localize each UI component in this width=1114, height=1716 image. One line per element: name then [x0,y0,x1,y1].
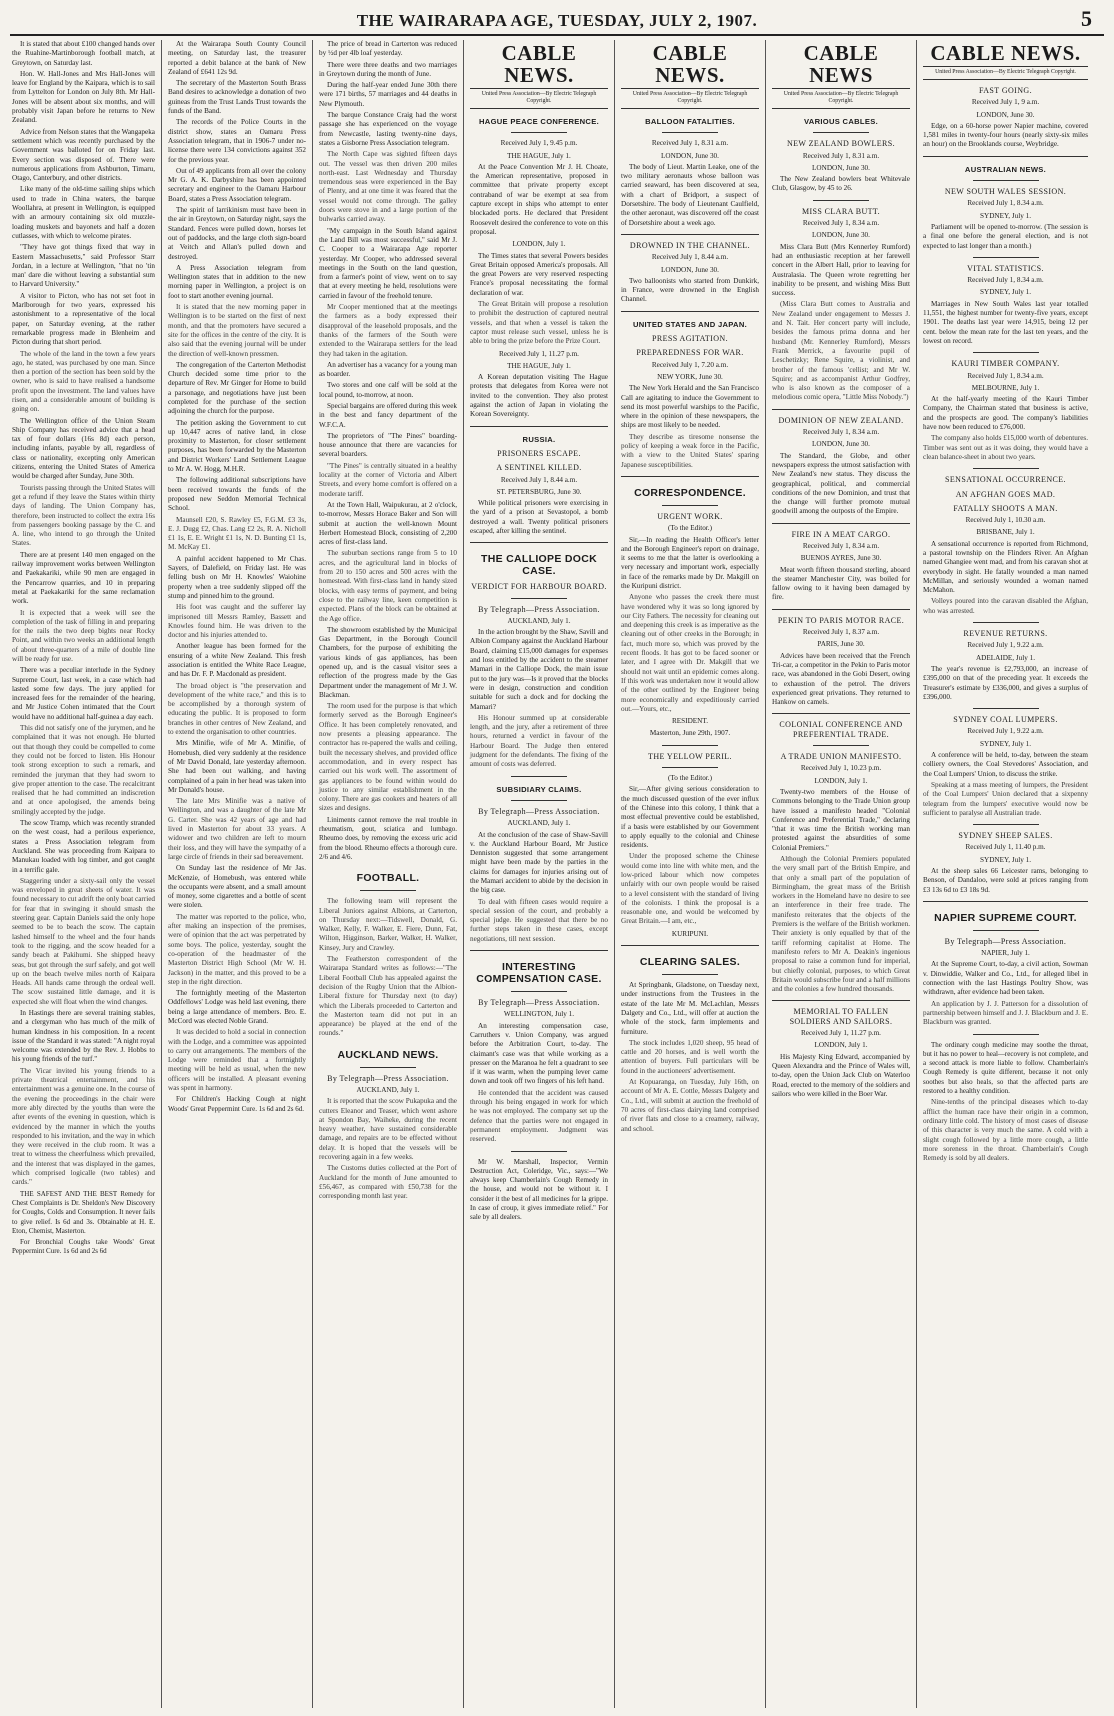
paragraph: Twenty-two members of the House of Commons belonging to the Trade Union group have issued a manifesto headed "Colonial Conference and Preferential Trade," declaring "that it was time the British working man protested against the absurdities of some Colonial Premiers." [772,787,910,852]
paragraph: An advertiser has a vacancy for a young man as boarder. [319,360,457,379]
column-3: The price of bread in Carterton was reduced by ½d per 4lb loaf yesterday. There were three deaths and two marriages in Greytown during the month of June. During the half-year ended June 30th there were 171 births, 57 marriages and 44 deaths in New Plymouth. The barque Constance Craig had the worst passage she has experienced on the voyage from Newcastle, lasting twenty-nine days, states a Gisborne Press Association telegram. The North Cape was sighted fifteen days out. The vessel was then driven 200 miles north-east. Last Wednesday and Thursday tremendous seas were experienced in the Bay of Plenty, and at one time it was feared that the vessel would not come through. The galley doors were stove in and a large portion of the bulwarks carried away. "My campaign in the South Island against the Land Bill was most successful," said Mr J. C. Cooper to a Wairarapa Age reporter yesterday. Mr Cooper, who addressed several meetings in the South on the land question, from a farmer's point of view, went on to say that at every meeting he held, resolutions were carried in favour of the freehold tenure. Mr Cooper mentioned that at the meetings the farmers as a body expressed their disapproval of the leasehold proposals, and the thanks of the farmers of the South were extended to the Wairarapa settlers for the lead they had taken in the agitation. An advertiser has a vacancy for a young man as boarder. Two stores and one calf will be sold at the local pound, to-morrow, at noon. Special bargains are offered during this week in the best and fancy department of the W.F.C.A. The proprietors of "The Pines" boarding-house announce that there are vacancies for several boarders. "The Pines" is centrally situated in a healthy locality at the corner of Victoria and Albert Streets, and every home comfort is offered on a moderate tariff. At the Town Hall, Waipukurau, at 2 o'clock, to-morrow, Messrs Horace Baker and Son will submit at auction the well-known Mount Herbert Homestead Block, consisting of 2,200 acres of first-class land. The suburban sections range from 5 to 10 acres, and the agricultural land in blocks of from 20 to 150 acres and 500 acres with the homestead. With first-class land in handy sized blocks, with easy terms of payment, and being close to the railway line, keen competition is expected. Plans of the block can be obtained at the Age office. The showroom established by the Municipal Gas Department, in the Borough Council Chambers, for the purpose of exhibiting the various kinds of gas appliances, has been opened up, and is the casual visitor sees a reflection of the progress made by the Gas Department under the management of Mr J. W. Blackman. The room used for the purpose is that which formerly served as the Borough Engineer's Office. It has been completely renovated, and now presents a pleasing appearance. The contractor has re-papered the walls and ceiling, built the necessary shelves, and provided office accommodation, and in every respect has carried out his work well. The assortment of gas appliances to be found within would do justice to any similar establishment in the colony. There are gas cookers and heaters of all sizes and designs. Liniments cannot remove the real trouble in rheumatism, gout, sciatica and lumbago. Rheumo does, by removing the excess uric acid from the blood. Rheumo effects a thorough cure. 2/6 and 4/6. FOOTBALL. The following team will represent the Liberal Juniors against Albions, at Carterton, on Thursday next:—Tidswell, Donald, G. Walker, Kelly, F. Walker, E. Fiere, Dunn, Fat, Wilton, Higginson, Barker, Walker, H. Walker, Kinsey, Jury and Crawley. The Featherston correspondent of the Wairarapa Standard writes as follows:—"The Liberal Football Club has appealed against the decision of the Rugby Union that the Albion-Liberal fixture for Thursday next (to day) which the Liberals proceeded to Carterton and the Masterton team did not put in an appearance) be played at the end of the rounds." AUCKLAND NEWS. By Telegraph—Press Association. AUCKLAND, July 1. It is reported that the scow Pukapuka and the cutters Eleanor and Teaser, which went ashore at Spondon Bay, Waiheke, during the recent heavy weather, have sustained considerable damage, and repairs are to be effected without delay. It is hoped that the vessels will be recovering again in a few weeks. The Customs duties collected at the Port of Auckland for the month of June amounted to £56,467, as compared with £50,738 for the corresponding month last year. [312,40,463,1708]
paragraph: The proprietors of "The Pines" boarding-house announce that there are vacancies for several boarders. [319,431,457,459]
section-heading: INTERESTING COMPENSATION CASE. [476,961,602,986]
advertisement: THE SAFEST AND THE BEST Remedy for Chest Complaints is Dr. Sheldon's New Discovery for Coughs, Colds and Consumption. It never fails to give relief. Is 6d and 3s. Obtainable at H. E. Eton, Chemist, Masterton. [12,1189,155,1235]
paragraph: At the Town Hall, Waipukurau, at 2 o'clock, to-morrow, Messrs Horace Baker and Son will submit at auction the well-known Mount Herbert Homestead Block, consisting of 2,200 acres of first-class land. [319,500,457,547]
paragraph: The following additional subscriptions have been received towards the funds of the proposed new Seddon Memorial Technical School. [168,476,306,513]
paragraph: At the Wairarapa South County Council meeting, on Saturday last, the treasurer reported a debit balance at the bank of New Zealand of £641 12s 9d. [168,40,306,76]
paragraph: "They have got things fixed that way in Eastern Massachusetts," said Professor Starr Jordan, in a lecture at Wellington, "that no 'tin man' dare die without leaving a substantial sum to Harvard University." [12,243,155,289]
section-heading: HAGUE PEACE CONFERENCE. [479,117,599,126]
cable-subheading: United Press Association—By Electric Telegraph Copyright. [923,69,1088,80]
column-1: It is stated that about £100 changed hands over the Ruahine-Martinborough football match, at Greytown, on Saturday last. Hon. W. Hall-Jones and Mrs Hall-Jones will leave for England by the Kaipara, which is to sail from Lyttelton for London on July 8th. Mr Hall-Jones will be absent about six months, and will probably visit Japan before he returns to New Zealand. Advice from Nelson states that the Wangapeka settlement which was recently purchased by the Government was balloted for on Friday last. Every section was disposed of. There were numerous applications from Ashburton, Timaru, Otago, Canterbury, and other districts. Like many of the old-time sailing ships which used to trade in China waters, the barque Woollahra, at present in Wellington, is equipped with an armoury containing six old muzzle-loading muskets and bayonets and half a dozen cutlasses, with which to welcome pirates. "They have got things fixed that way in Eastern Massachusetts," said Professor Starr Jordan, in a lecture at Wellington, "that no 'tin man' dare die without leaving a substantial sum to Harvard University." A visitor to Picton, who has not set foot in Marlborough for two years, expressed his astonishment to a representative of the local paper, on Saturday evening, at the rather remarkable progress made in Blenheim and Picton during that short period. The whole of the land in the town a few years ago, he stated, was purchased by one man. Since then a portion of the section has been sold by the owner, who is said to have realised a handsome profit upon the investment. The land values have risen, and a considerable amount of building is going on. The Wellington office of the Union Steam Ship Company has received advice that a head tax of four dollars (16s 8d) each person, including infants, payable by all, regardless of class or nationality, excepting only American citizens, entering the United States of America would be charged after Sunday, June 30th. Tourists passing through the United States will get a refund if they leave the States within thirty days of landing. The Union Company has, therefore, been instructed to collect the extra 16s from passengers booking passage by the C. and A. line, who intend to go through the United States. There are at present 140 men engaged on the railway improvement works between Wellington and Paekakariki, while 90 men are engaged in the Pencarrow quarries, and 10 in preparing metal at Paekakariki for the same reclamation work. It is expected that a week will see the completion of the task of filling in and preparing for the rails the two deep bights near Rocky Point, and within two weeks an additional length of about three-quarters of a mile of double line will be ready for use. There was a peculiar interlude in the Sydney Supreme Court, last week, in a case which had lasted some few days. The jury applied for increased fees for the remainder of the hearing, and Mr Justice Cohen intimated that the Court would have no additional half-guinea a day each. This did not satisfy one of the jurymen, and he complained that it was not enough. He blurted out that though they could be compelled to come they could not be forced to listen. His Honour took strong exception to such a remark, and reminded the juryman that they had sworn to give proper attention to the case. The recalcitrant realised that he had committed an indiscretion and at once apologised, the amends being smilingly accepted by the judge. The scow Tramp, which was recently stranded on the west coast, had a perilous experience, states a Press Association telegram from Auckland. She was proceeding from Kaipara to Manukau loaded with log timber, and got caught in a terrific gale. Staggering under a sixty-sail only the vessel was enveloped in great sheets of water. It was found necessary to cut adrift the only boat carried for fear that in swinging it should smash the steering gear. Captain Daniels said the only hope seemed to be to beach the scow. The captain lashed himself to the wheel and the four hands took to the rigging, and the scow headed for a sandy beach at Pakihumi. She shipped heavy seas, but got through the surf safely, and got well up on the beach twelve miles north of Kaipara Heads. All hands came through the ordeal well. The scow sustained little damage, and it is expected she will float when the wind changes. In Hastings there are several training stables, and a clergyman who has much of the milk of human kindness in his composition. In a recent issue of the Standard it was stated: "A night royal welcome was extended by the Rev. J. Hobbs to his young friends of the turf." The Vicar invited his young friends to a private theatrical entertainment, and his entertainment was a genuine one. In the course of the evening the proceedings in the chair were more ably directed by the youths than were the after events of the evening in question, which is evidenced by the manner in which the youths responded to his invitation, and the way in which they were received in the club room. It was a treat to witness the cheerfulness which prevailed, and the interest that was displayed in the games, which comprised logicalle (two tables) and cards." THE SAFEST AND THE BEST Remedy for Chest Complaints is Dr. Sheldon's New Discovery for Coughs, Colds and Consumption. It never fails to give relief. Is 6d and 3s. Obtainable at H. E. Eton, Chemist, Masterton. For Bronchial Coughs take Woods' Great Peppermint Cure. 1s 6d and 2s 6d [12,40,155,1256]
masthead-title: THE WAIRARAPA AGE, TUESDAY, JULY 2, 1907. [356,11,758,30]
paragraph: Parliament will be opened to-morrow. (The session is a final one before the general election, and is not expected to last longer than a month.) [923,222,1088,250]
paragraph: The Standard, the Globe, and other newspapers express the utmost satisfaction with New Zealand's new status. They discuss the geographical, political, and commercial conditions of the new Dominion, and trust that the change will further promote mutual goodwill among the outposts of the Empire. [772,451,910,516]
cable-subheading: United Press Association—By Electric Telegraph Copyright. [772,91,910,109]
paragraph: At the half-yearly meeting of the Kauri Timber Company, the Chairman stated that business is active, and the prospects are good. The company's liabilities have now been reduced to £76,000. [923,395,1088,432]
paragraph: Two stores and one calf will be sold at the local pound, to-morrow, at noon. [319,381,457,399]
column-4: CABLE NEWS. United Press Association—By Electric Telegraph Copyright. HAGUE PEACE CONFERENCE. Received July 1, 9.45 p.m. THE HAGUE, July 1. At the Peace Convention Mr J. H. Choate, the American representative, proposed in committee that private property except contraband of war be exempt at sea from capture except in ships who attempt to enter blockaded ports. He declared that President Roosevelt desired the conference to vote on this proposal. LONDON, July 1. The Times states that several Powers besides Great Britain opposed America's proposals. All the great Powers are very reserved respecting France's proposal necessitating the formal declaration of war. The Great Britain will propose a resolution to prohibit the destruction of captured neutral vessels, and that when a vessel is taken the captor must release such vessel, unless he is able to bring the prize before the Prize Court. Received July 1, 11.27 p.m. THE HAGUE, July 1. A Korean deputation visiting The Hague protests that delegates from Korea were not invited to the convention. They also protest against the action of Japan in violating the Korean Sovereignty. RUSSIA. PRISONERS ESCAPE. A SENTINEL KILLED. Received July 1, 8.44 a.m. ST. PETERSBURG, June 30. While political prisoners were exercising in the yard of a prison at Sevastopol, a bomb destroyed a wall. Twenty political prisoners escaped, after killing the sentinel. THE CALLIOPE DOCK CASE. VERDICT FOR HARBOUR BOARD. By Telegraph—Press Association. AUCKLAND, July 1. In the action brought by the Shaw, Savill and Albion Company against the Auckland Harbour Board, claiming £15,000 damages for expenses and loss entitled by the accident to the steamer Mamari in the Calliope Dock, the main issue put to the jury was—Is it proved that the blocks were in design, construction and condition suitable for such a dock and for docking the Mamari? His Honour summed up at considerable length, and the jury, after a retirement of three hours, returned a verdict in favour of the Harbour Board. The Judge then entered judgment for the defendants. The fixing of the amount of costs was deferred. SUBSIDIARY CLAIMS. By Telegraph—Press Association. AUCKLAND, July 1. At the conclusion of the case of Shaw-Savill v. the Auckland Harbour Board, Mr Justice Denniston suggested that some arrangement might have been made by the parties in the claims for damages for injuries arising out of the Mamari accident to abide by the decision in the big case. To deal with fifteen cases would require a special session of the court, and probably a special judge. He suggested that there be no further steps taken in these cases, except negotiations, till next session. INTERESTING COMPENSATION CASE. By Telegraph—Press Association. WELLINGTON, July 1. An interesting compensation case, Carruthers v. Union Company, was argued before the Arbitration Court, to-day. The claimant's case was that while working as a presser on the Maranoa he felt a quadrant to see if it was warm, when the pumping lever came down and took off two fingers of his left hand. He contended that the accident was caused through his being engaged in work for which he was not employed. The company set up the defence that the parties were not engaged in permanent employment. Judgment was reserved. Mr W. Marshall, Inspector, Vermin Destruction Act, Coleridge, Vic., says:—"We always keep Chamberlain's Cough Remedy in the house, and would not be without it. I consider it the best of all medicines for la grippe. In case of croup, it gives immediate relief." For sale by all dealers. [463,40,614,1708]
paragraph: A painful accident happened to Mr Chas. Sayers, of Dalefield, on Friday last. He was felling bush on Mr H. Knowles' Waiohine property when a tree suddenly slipped off the stump and pinned him to the ground. [168,554,306,600]
advertisement: For Children's Hacking Cough at night Woods' Great Peppermint Cure. 1s 6d and 2s 6d. [168,1095,306,1113]
paragraph: Another league has been formed for the ensuring of a white New Zealand. This fresh association is entitled the White Race League, and has Dr. F. P. Macdonald as president. [168,642,306,679]
cable-news-heading: CABLE NEWS. [621,40,759,89]
paragraph: At Springbank, Gladstone, on Tuesday next, under instructions from the Trustees in the estate of the late Mr M. McLachlan, Messrs Dalgety and Co., Ltd., will offer at auction the whole of the stock, farm implements and furniture. [621,981,759,1036]
section-heading: PEKIN TO PARIS MOTOR RACE. [777,615,905,625]
paragraph: The Wellington office of the Union Steam Ship Company has received advice that a head tax of four dollars (16s 8d) each person, including infants, payable by all, regardless of class or nationality, excepting only American citizens, entering the United States of America would be charged after Sunday, June 30th. [12,416,155,481]
paragraph: During the half-year ended June 30th there were 171 births, 57 marriages and 44 deaths in New Plymouth. [319,81,457,108]
paragraph: The scow Tramp, which was recently stranded on the west coast, had a perilous experience, states a Press Association telegram from Auckland. She was proceeding from Kaipara to Manukau loaded with log timber, and got caught in a terrific gale. [12,819,155,874]
paragraph: Marriages in New South Wales last year totalled 11,551, the highest number for twenty-five years, except 1901. The deaths last year were 14,915, being 12 per cent. below the mean rate for the last ten years, and the lowest on record. [923,299,1088,345]
paragraph: There are at present 140 men engaged on the railway improvement works between Wellington and Paekakariki, while 90 men are engaged in the Pencarrow quarries, and 10 in preparing metal at Paekakariki for the same reclamation work. [12,550,155,606]
paragraph: An interesting compensation case, Carruthers v. Union Company, was argued before the Arbitration Court, to-day. The claimant's case was that while working as a presser on the Maranoa he felt a quadrant to see if it was warm, when the pumping lever came down and took off two fingers of his left hand. [470,1021,608,1086]
cable-news-heading: CABLE NEWS. [470,40,608,89]
cable-news-heading: CABLE NEWS [772,40,910,89]
column-6: CABLE NEWS United Press Association—By Electric Telegraph Copyright. VARIOUS CABLES. NEW ZEALAND BOWLERS. Received July 1, 8.31 a.m. LONDON, June 30. The New Zealand bowlers beat Whitevale Club, Glasgow, by 45 to 26. MISS CLARA BUTT. Received July 1, 8.34 a.m. LONDON, June 30. Miss Clara Butt (Mrs Kennerley Rumford) had an enthusiastic reception at her farewell concert in the Albert Hall, prior to leaving for Australasia. The Queen wrote regretting her inability to be present, and wishing Miss Butt success. (Miss Clara Butt comes to Australia and New Zealand under engagement to Messrs J. and N. Tait. Her concert party will include, besides the famous prima donna and her husband (Mr. Kennerley Rumford), Messrs Frank Merrick, a favourite pupil of Leschetizky; Rene Squire, a violinist, and brother of the famous 'cellist; and Mr W. Squire; and as accompanist Arthur Godfrey, who is also known as the composer of a melodious comic opera, "Little Miss Nobody.") DOMINION OF NEW ZEALAND. Received July 1, 8.34 a.m. LONDON, June 30. The Standard, the Globe, and other newspapers express the utmost satisfaction with New Zealand's new status. They discuss the geographical, political, and commercial conditions of the new Dominion, and trust that the change will further promote mutual goodwill among the outposts of the Empire. FIRE IN A MEAT CARGO. Received July 1, 8.34 a.m. BUENOS AYRES, June 30. Meat worth fifteen thousand sterling, aboard the steamer Manchester City, was boiled for fallow owing to it having been damaged by fire. PEKIN TO PARIS MOTOR RACE. Received July 1, 8.37 a.m. PARIS, June 30. Advices have been received that the French Tri-car, a competitor in the Pekin to Paris motor race, was abandoned in the Gobi Desert, owing to exhaustion of the petrol. The drivers experienced great privations. They returned to Hankow on camels. COLONIAL CONFERENCE AND PREFERENTIAL TRADE. A TRADE UNION MANIFESTO. Received July 1, 10.23 p.m. LONDON, July 1. Twenty-two members of the House of Commons belonging to the Trade Union group have issued a manifesto headed "Colonial Conference and Preferential Trade," declaring "that it was time the British working man protested against the absurdities of some Colonial Premiers." Although the Colonial Premiers populated the very small part of the British Empire, and that only a small part of the population of Birmingham, the great mass of the British workers in the Homeland have no desire to see an interference in their free trade. The manifesto reiterates that the objects of the Premiers is the welfare of the British workmen. Their anxiety is only equalled by that of the tariff reforming capitalist at Home. The manifesto refers to Mr A. Deakin's ingenious proposal to raise a common fund for imperial, but chiefly colonial, purposes, to which Great Britain would subscribe four and a half millions and the colonies a few hundred thousands. MEMORIAL TO FALLEN SOLDIERS AND SAILORS. Received July 1, 11.27 p.m. LONDON, July 1. His Majesty King Edward, accompanied by Queen Alexandra and the Prince of Wales will, to-day, open the Union Jack Club on Waterloo Road, erected to the memory of the soldiers and sailors who were killed in the Boer War. [765,40,916,1708]
section-heading: BALLOON FATALITIES. [645,117,735,126]
paragraph: His Majesty King Edward, accompanied by Queen Alexandra and the Prince of Wales will, to-day, open the Union Jack Club on Waterloo Road, erected to the memory of the soldiers and sailors who were killed in the Boer War. [772,1052,910,1098]
columns [10,40,1104,1708]
section-heading: MISS CLARA BUTT. [801,206,881,216]
paragraph: At the conclusion of the case of Shaw-Savill v. the Auckland Harbour Board, Mr Justice Denniston suggested that some arrangement might have been made by the parties in the claims for damages for injuries arising out of the Mamari accident to abide by the decision in the big case. [470,830,608,895]
section-heading: AUSTRALIAN NEWS. [964,164,1047,174]
section-heading: AUCKLAND NEWS. [337,1048,439,1061]
paragraph: Advice from Nelson states that the Wangapeka settlement which was recently purchased by the Government was balloted for on Friday last. Every section was disposed of. There were numerous applications from Ashburton, Timaru, Otago, Canterbury, and other districts. [12,127,155,183]
paragraph: Sir,—After giving serious consideration to the much discussed question of the ever influx of the Chinese into this colony, I think that a most effectual preventive could be established, if a basis were established by our Government to apply equally to the colonial and Chinese residents. [621,785,759,850]
cable-news-heading: CABLE NEWS. [923,40,1088,67]
paragraph: Out of 49 applicants from all over the colony Mr G. A. K. Darbyshire has been appointed secretary and engineer to the Oamaru Harbour Board, states a Press Association telegram. [168,166,306,203]
paragraph: Like many of the old-time sailing ships which used to trade in China waters, the barque Woollahra, at present in Wellington, is equipped with an armoury containing six old muzzle-loading muskets and bayonets and half a dozen cutlasses, with which to welcome pirates. [12,185,155,240]
paragraph: There was a peculiar interlude in the Sydney Supreme Court, last week, in a case which had lasted some few days. The jury applied for increased fees for the remainder of the hearing, and Mr Justice Cohen intimated that the Court would have no additional half-guinea a day each. [12,666,155,721]
paragraph: The petition asking the Government to cut up 10,447 acres of native land, in close proximity to Masterton, for closer settlement purposes, has been forwarded by the Masterton and District Workers' Land Settlement League to Mr A. W. Hogg, M.H.R. [168,418,306,474]
paragraph: The secretary of the Masterton South Brass Band desires to acknowledge a donation of two guineas from the Trust Lands Trust towards the funds of the Band. [168,79,306,116]
paragraph: The records of the Police Courts in the district show, states an Oamaru Press Association telegram, that in 1906-7 under no-license there were 134 convictions against 352 for the previous year. [168,118,306,164]
paragraph: Sir,—In reading the Health Officer's letter and the Borough Engineer's report on drainage, it seems to me that the latter is overlooking a very necessary and important work, especially in face of the remarks made by Dr. Makgill on the Kuripuni district. [621,535,759,590]
section-heading: FAST GOING. [979,86,1032,95]
paragraph: Edge, on a 60-horse power Napier machine, covered 1,581 miles in twenty-four hours (nearly sixty-six miles an hour) on the Brooklands course, Weybridge. [923,121,1088,149]
paragraph: Mrs Minifie, wife of Mr A. Minifie, of Homebush, died very suddenly at the residence of Mr David Donald, late yesterday afternoon. She had been out walking, and having complained of a pain in her head was taken into Mr Donald's house. [168,739,306,794]
section-heading: MEMORIAL TO FALLEN SOLDIERS AND SAILORS. [789,1007,893,1026]
paragraph: While political prisoners were exercising in the yard of a prison at Sevastopol, a bomb destroyed a wall. Twenty political prisoners escaped, after killing the sentinel. [470,499,608,535]
paragraph: Advices have been received that the French Tri-car, a competitor in the Pekin to Paris motor race, was abandoned in the Gobi Desert, owing to exhaustion of the petrol. The drivers experienced great privations. They returned to Hankow on camels. [772,651,910,707]
advertisement: Liniments cannot remove the real trouble in rheumatism, gout, sciatica and lumbago. Rheumo does, by removing the excess uric acid from the blood. Rheumo effects a thorough cure. 2/6 and 4/6. [319,815,457,861]
page-number: 5 [1081,6,1092,31]
paragraph: In the action brought by the Shaw, Savill and Albion Company against the Auckland Harbour Board, claiming £15,000 damages for expenses and loss entitled by the accident to the steamer Mamari in the Calliope Dock, the main issue put to the jury was—Is it proved that the blocks were in design, construction and condition suitable for such a dock and for docking the Mamari? [470,628,608,711]
paragraph: A sensational occurrence is reported from Richmond, a pastoral township on the Flinders River. An Afghan named Ghangiee went mad, and from his caravan shot at everybody in sight. He fatally wounded a man named McMillan, and seriously wounded a woman named McMahon. [923,539,1088,595]
section-heading: SUBSIDIARY CLAIMS. [496,784,582,794]
section-heading: NAPIER SUPREME COURT. [934,911,1077,924]
paragraph: On Sunday last the residence of Mr Jas. McKenzie, of Homebush, was entered while the occupants were absent, and a small amount of money, some cigarettes and a bottle of scent were stolen. [168,864,306,910]
paragraph: Miss Clara Butt (Mrs Kennerley Rumford) had an enthusiastic reception at her farewell concert in the Albert Hall, prior to leaving for Australasia. The Queen wrote regretting her inability to be present, and wishing Miss Butt success. [772,242,910,298]
paragraph: Two balloonists who started from Dunkirk, in France, were drowned in the English Channel. [621,276,759,304]
column-5: CABLE NEWS. United Press Association—By Electric Telegraph Copyright. BALLOON FATALITIES. Received July 1, 8.31 a.m. LONDON, June 30. The body of Lieut. Martin Leake, one of the two military aeronauts whose balloon was carried seaward, has been discovered at sea, with a chart of Bridport, a suspect of Dorsetshire. The body of Lieutenant Caulfield, the other aeronaut, was discovered off the coast of Dorsetshire about a week ago. DROWNED IN THE CHANNEL. Received July 1, 8.44 a.m. LONDON, June 30. Two balloonists who started from Dunkirk, in France, were drowned in the English Channel. UNITED STATES AND JAPAN. PRESS AGITATION. PREPAREDNESS FOR WAR. Received July 1, 7.20 a.m. NEW YORK, June 30. The New York Herald and the San Francisco Call are agitating to induce the Government to send its most powerful warships to the Pacific, where in the opinion of these newspapers, the ships are most likely to be needed. They describe as tiresome nonsense the policy of keeping a weak force in the Pacific, with a view to the United States' sparing Japanese susceptibilities. CORRESPONDENCE. URGENT WORK. (To the Editor.) Sir,—In reading the Health Officer's letter and the Borough Engineer's report on drainage, it seems to me that the latter is overlooking a very necessary and important work, especially in face of the remarks made by Dr. Makgill on the Kuripuni district. Anyone who passes the creek there must have wondered why it was so long ignored by our City Fathers. The necessity for cleaning out and deepening this creek is as imperative as the cleaning out of other creeks in the Borough; in fact, much more so, which was proved by the recent floods. It has got to be faced sooner or later, and I agree with Dr. Makgill that we should not wait until an epidemic comes along. If this work was undertaken now it would allow of the other outlined by the Engineer being more economically and expeditiously carried out.—Yours, etc., RESIDENT. Masterton, June 29th, 1907. THE YELLOW PERIL. (To the Editor.) Sir,—After giving serious consideration to the much discussed question of the ever influx of the Chinese into this colony, I think that a most effectual preventive could be established, if a basis were established by our Government to apply equally to the colonial and Chinese residents. Under the proposed scheme the Chinese would come into line with white men, and the low-priced labour which now competes unfairly with our own people would be raised to a level consistent with the standard of living of the colonists. I think the proposal is a reasonable one, and would be welcomed by Great Britain.—I am, etc., KURIPUNI. CLEARING SALES. At Springbank, Gladstone, on Tuesday next, under instructions from the Trustees in the estate of the late Mr M. McLachlan, Messrs Dalgety and Co., Ltd., will offer at auction the whole of the stock, farm implements and furniture. The stock includes 1,020 sheep, 95 head of cattle and 20 horses, and is well worth the attention of buyers. Full particulars will be found in the auctioneers' advertisement. At Kopuaranga, on Tuesday, July 16th, on account of Mr A. E. Cottle, Messrs Dalgety and Co., Ltd., will submit at auction the freehold of 70 acres of first-class dairying land comprised of river flats and close to a creamery, railway, and school. [614,40,765,1708]
paragraph: A conference will be held, to-day, between the steam colliery owners, the Coal Stevedores' Association, and the Coal Lumpers' Union, to discuss the strike. [923,751,1088,778]
section-heading: SYDNEY SHEEP SALES. [958,831,1053,841]
cable-subheading: United Press Association—By Electric Telegraph Copyright. [621,91,759,109]
paragraph: Special bargains are offered during this week in the best and fancy department of the W.F.C.A. [319,401,457,429]
paragraph: At the sheep sales 66 Leicester rams, belonging to Benson, of Dandaloo, were sold at prices ranging from £3 13s 6d to £3 18s 9d. [923,867,1088,894]
section-heading: DOMINION OF NEW ZEALAND. [778,415,904,425]
paragraph: There were three deaths and two marriages in Greytown during the month of June. [319,60,457,78]
paragraph: "My campaign in the South Island against the Land Bill was most successful," said Mr J. C. Cooper to a Wairarapa Age reporter yesterday. Mr Cooper, who addressed several meetings in the South on the land question, from a farmer's point of view, went on to say that at every meeting he held, resolutions were carried in favour of the freehold tenure. [319,226,457,300]
paragraph: The New York Herald and the San Francisco Call are agitating to induce the Government to send its most powerful warships to the Pacific, where in the opinion of these newspapers, the ships are most likely to be needed. [621,384,759,430]
section-heading: VARIOUS CABLES. [804,117,878,126]
section-heading: REVENUE RETURNS. [963,629,1048,639]
paragraph: In Hastings there are several training stables, and a clergyman who has much of the milk of human kindness in his composition. In a recent issue of the Standard it was stated: "A night royal welcome was extended by the Rev. J. Hobbs to his young friends of the turf." [12,1008,155,1064]
paragraph: The spirit of larrikinism must have been in the air in Greytown, on Saturday night, says the Standard. Fences were pulled down, horses let out of paddocks, and the large cloth sign-board at Veitch and Allan's pulled down and destroyed. [168,206,306,261]
column-7: CABLE NEWS. United Press Association—By Electric Telegraph Copyright. FAST GOING. Received July 1, 9 a.m. LONDON, June 30. Edge, on a 60-horse power Napier machine, covered 1,581 miles in twenty-four hours (nearly sixty-six miles an hour) on the Brooklands course, Weybridge. AUSTRALIAN NEWS. NEW SOUTH WALES SESSION. Received July 1, 8.34 a.m. SYDNEY, July 1. Parliament will be opened to-morrow. (The session is a final one before the general election, and is not expected to last longer than a month.) VITAL STATISTICS. Received July 1, 8.34 a.m. SYDNEY, July 1. Marriages in New South Wales last year totalled 11,551, the highest number for twenty-five years, except 1901. The deaths last year were 14,915, being 12 per cent. below the mean rate for the last ten years, and the lowest on record. KAURI TIMBER COMPANY. Received July 1, 8.34 a.m. MELBOURNE, July 1. At the half-yearly meeting of the Kauri Timber Company, the Chairman stated that business is active, and the prospects are good. The company's liabilities have now been reduced to £76,000. The company also holds £15,000 worth of debentures. Timber was sent out as it was doing, they would have a clean balance-sheet in about two years. SENSATIONAL OCCURRENCE. AN AFGHAN GOES MAD. FATALLY SHOOTS A MAN. Received July 1, 10.30 a.m. BRISBANE, July 1. A sensational occurrence is reported from Richmond, a pastoral township on the Flinders River. An Afghan named Ghangiee went mad, and from his caravan shot at everybody in sight. He fatally wounded a man named McMillan, and seriously wounded a woman named McMahon. Volleys poured into the caravan disabled the Afghan, who was arrested. REVENUE RETURNS. Received July 1, 9.22 a.m. ADELAIDE, July 1. The year's revenue is £2,793,000, an increase of £395,000 on that of the preceding year. It exceeds the Treasurer's estimate by £336,000, and gives a surplus of £396,000. SYDNEY COAL LUMPERS. Received July 1, 9.22 a.m. SYDNEY, July 1. A conference will be held, to-day, between the steam colliery owners, the Coal Stevedores' Association, and the Coal Lumpers' Union, to discuss the strike. Speaking at a mass meeting of lumpers, the President of the Coal Lumpers' Union declared that a sixpenny telegram from the lumpers' executive would now be sufficient to paralyse all Australian trade. SYDNEY SHEEP SALES. Received July 1, 11.40 p.m. SYDNEY, July 1. At the sheep sales 66 Leicester rams, belonging to Benson, of Dandaloo, were sold at prices ranging from £3 13s 6d to £3 18s 9d. NAPIER SUPREME COURT. By Telegraph—Press Association. NAPIER, July 1. At the Supreme Court, to-day, a civil action, Sowman v. Dinwiddie, Walker and Co., Ltd., for alleged libel in connection with the last Hastings Poultry Show, was withdrawn, after evidence had been taken. An application by J. J. Patterson for a dissolution of partnership between himself and J. J. Blackburn and J. E. Blackburn was granted. The ordinary cough medicine may soothe the throat, but it has no power to heal—recovery is not complete, and a second attack is more liable to follow. Chamberlain's Cough Remedy is quite different, because it not only soothes but also heals, so that the affected parts are restored to a healthy condition. Nine-tenths of the principal diseases which to-day afflict the human race have their origin in a common, ordinary little cold. The history of most cases of disease of this character is very much the same. A cold with a slight cough followed by a little more cough, a little more soreness in the throat. Chamberlain's Cough Remedy is sold by all dealers. [916,40,1094,1708]
paragraph: The barque Constance Craig had the worst passage she has experienced on the voyage from Newcastle, lasting twenty-nine days, states a Gisborne Press Association telegram. [319,111,457,147]
section-heading: FIRE IN A MEAT CARGO. [791,529,891,539]
section-heading: UNITED STATES AND JAPAN. [632,319,748,329]
paragraph: The fortnightly meeting of the Masterton Oddfellows' Lodge was held last evening, there being a large attendance of members. Bro. E. McCord was elected Noble Grand. [168,989,306,1025]
section-heading: CORRESPONDENCE. [634,486,746,499]
section-heading: FOOTBALL. [356,872,420,885]
section-heading: VITAL STATISTICS. [967,263,1044,273]
section-heading: SENSATIONAL OCCURRENCE. [945,475,1066,485]
paragraph: A visitor to Picton, who has not set foot in Marlborough for two years, expressed his astonishment to a representative of the local paper, on Saturday evening, at the rather remarkable progress made in Blenheim and Picton during that short period. [12,291,155,347]
paragraph: The body of Lieut. Martin Leake, one of the two military aeronauts whose balloon was carried seaward, has been discovered at sea, with a chart of Bridport, a suspect of Dorsetshire. The body of Lieutenant Caulfield, the other aeronaut, was discovered off the coast of Dorsetshire about a week ago. [621,162,759,227]
section-heading: DROWNED IN THE CHANNEL. [629,240,751,250]
paragraph: The New Zealand bowlers beat Whitevale Club, Glasgow, by 45 to 26. [772,175,910,193]
paragraph: Hon. W. Hall-Jones and Mrs Hall-Jones will leave for England by the Kaipara, which is to sail from Lyttelton for London on July 8th. Mr Hall-Jones will be absent about six months, and will probably visit Japan before he returns to New Zealand. [12,69,155,125]
section-heading: COLONIAL CONFERENCE AND PREFERENTIAL TRADE. [779,720,903,739]
paragraph: The price of bread in Carterton was reduced by ½d per 4lb loaf yesterday. [319,40,457,58]
masthead [10,6,1104,36]
section-heading: RUSSIA. [522,434,556,444]
paragraph: The congregation of the Carterton Methodist Church decided some time prior to the departure of Rev. Mr Ginger for Home to build a parsonage, and negotiations have just been completed for the purchase of the section adjoining the church for the purpose. [168,360,306,416]
paragraph: Meat worth fifteen thousand sterling, aboard the steamer Manchester City, was boiled for fallow owing to it having been damaged by fire. [772,565,910,602]
column-2: At the Wairarapa South County Council meeting, on Saturday last, the treasurer reported a debit balance at the bank of New Zealand of £641 12s 9d. The secretary of the Masterton South Brass Band desires to acknowledge a donation of two guineas from the Trust Lands Trust towards the funds of the Band. The records of the Police Courts in the district show, states an Oamaru Press Association telegram, that in 1906-7 under no-license there were 134 convictions against 352 for the previous year. Out of 49 applicants from all over the colony Mr G. A. K. Darbyshire has been appointed secretary and engineer to the Oamaru Harbour Board, states a Press Association telegram. The spirit of larrikinism must have been in the air in Greytown, on Saturday night, says the Standard. Fences were pulled down, horses let out of paddocks, and the large cloth sign-board at Veitch and Allan's pulled down and destroyed. A Press Association telegram from Wellington states that in addition to the new morning paper in Wellington, a project is on foot to start another evening journal. It is stated that the new morning paper in Wellington is to be started on the first of next month, and that the promoters have secured a site for the offices in the centre of the city. It is also said that the evening journal will be under the direction of well-known pressmen. The congregation of the Carterton Methodist Church decided some time prior to the departure of Rev. Mr Ginger for Home to build a parsonage, and negotiations have just been completed for the purchase of the section adjoining the church for the purpose. The petition asking the Government to cut up 10,447 acres of native land, in close proximity to Masterton, for closer settlement purposes, has been forwarded by the Masterton and District Workers' Land Settlement League to Mr A. W. Hogg, M.H.R. The following additional subscriptions have been received towards the funds of the proposed new Seddon Memorial Technical School. Maunsell £20, S. Rawley £5, F.G.M. £3 3s, E. J. Dugg £2, Chas. Lang £2 2s, R. A. Nicholl £1 1s, E. E. Wright £1 1s, N. D. Bunting £1 1s, M. McKay £1. A painful accident happened to Mr Chas. Sayers, of Dalefield, on Friday last. He was felling bush on Mr H. Knowles' Waiohine property when a tree suddenly slipped off the stump and pinned him to the ground. His foot was caught and the sufferer lay imprisoned till Messrs Ramley, Bassett and Knowles found him. He was driven to the doctor and his injuries attended to. Another league has been formed for the ensuring of a white New Zealand. This fresh association is entitled the White Race League, and has Dr. F. P. Macdonald as president. The broad object is "the preservation and development of the white race," and this is to be accomplished by a thorough system of educating the public. It is proposed to form branches in other centres of New Zealand, and to extend the organisation to other countries. Mrs Minifie, wife of Mr A. Minifie, of Homebush, died very suddenly at the residence of Mr David Donald, late yesterday afternoon. She had been out walking, and having complained of a pain in her head was taken into Mr Donald's house. The late Mrs Minifie was a native of Wellington, and was a daughter of the late Mr G. Carter. She was 42 years of age and had lived in Masterton for about 33 years. A widower and two children are left to mourn their loss, and they will have the sympathy of a large circle of friends in their sad bereavement. On Sunday last the residence of Mr Jas. McKenzie, of Homebush, was entered while the occupants were absent, and a small amount of money, some cigarettes and a bottle of scent were stolen. The matter was reported to the police, who, after making an inspection of the premises, were of opinion that the act was perpetrated by some boys. The police, yesterday, sought the co-operation of the headmaster of the Masterton District High School (Mr W. H. Jackson) in the matter, and this proved to be a step in the right direction. The fortnightly meeting of the Masterton Oddfellows' Lodge was held last evening, there being a large attendance of members. Bro. E. McCord was elected Noble Grand. It was decided to hold a social in connection with the Lodge, and a committee was appointed to carry out arrangements. The members of the Lodge were reminded that a fortnightly meeting will be held as usual, when the new officers will be installed. A pleasant evening was spent in harmony. For Children's Hacking Cough at night Woods' Great Peppermint Cure. 1s 6d and 2s 6d. [161,40,312,1708]
section-heading: KAURI TIMBER COMPANY. [951,359,1060,369]
section-heading: CLEARING SALES. [639,956,741,969]
paragraph: A Korean deputation visiting The Hague protests that delegates from Korea were not invited to the convention. They also protest against the action of Japan in violating the Korean Sovereignty. [470,373,608,419]
paragraph: It is stated that about £100 changed hands over the Ruahine-Martinborough football match, at Greytown, on Saturday last. [12,40,155,67]
advertisement: Mr W. Marshall, Inspector, Vermin Destruction Act, Coleridge, Vic., says:—"We always keep Chamberlain's Cough Remedy in the house, and would not be without it. I consider it the best of all medicines for la grippe. In case of croup, it gives immediate relief." For sale by all dealers. [470,1157,608,1222]
paragraph: The year's revenue is £2,793,000, an increase of £395,000 on that of the preceding year. It exceeds the Treasurer's estimate by £336,000, and gives a surplus of £396,000. [923,664,1088,701]
advertisement: For Bronchial Coughs take Woods' Great Peppermint Cure. 1s 6d and 2s 6d [12,1238,155,1256]
paragraph: The Times states that several Powers besides Great Britain opposed America's proposals. All the great Powers are very reserved respecting France's proposal necessitating the formal declaration of war. [470,251,608,297]
paragraph: The showroom established by the Municipal Gas Department, in the Borough Council Chambers, for the purpose of exhibiting the various kinds of gas appliances, has been opened up, and is the casual visitor sees a reflection of the progress made by the Gas Department under the management of Mr J. W. Blackman. [319,625,457,699]
cable-subheading: United Press Association—By Electric Telegraph Copyright. [470,91,608,109]
paragraph: At the Supreme Court, to-day, a civil action, Sowman v. Dinwiddie, Walker and Co., Ltd., for alleged libel in connection with the last Hastings Poultry Show, was withdrawn, after evidence had been taken. [923,960,1088,997]
section-heading: SYDNEY COAL LUMPERS. [953,715,1058,725]
paragraph: At the Peace Convention Mr J. H. Choate, the American representative, proposed in committee that private property except contraband of war be exempt at sea from capture except in ships who attempt to enter blockaded ports. He declared that President Roosevelt desired the conference to vote on this proposal. [470,162,608,236]
section-heading: THE CALLIOPE DOCK CASE. [481,553,597,578]
section-heading: THE YELLOW PERIL. [648,751,732,761]
paragraph: A Press Association telegram from Wellington states that in addition to the new morning paper in Wellington, a project is on foot to start another evening journal. [168,263,306,300]
advertisement: The ordinary cough medicine may soothe the throat, but it has no power to heal—recovery is not complete, and a second attack is more liable to follow. Chamberlain's Cough Remedy is quite different, because it not only soothes but also heals, so that the affected parts are restored to a healthy condition. [923,1040,1088,1096]
